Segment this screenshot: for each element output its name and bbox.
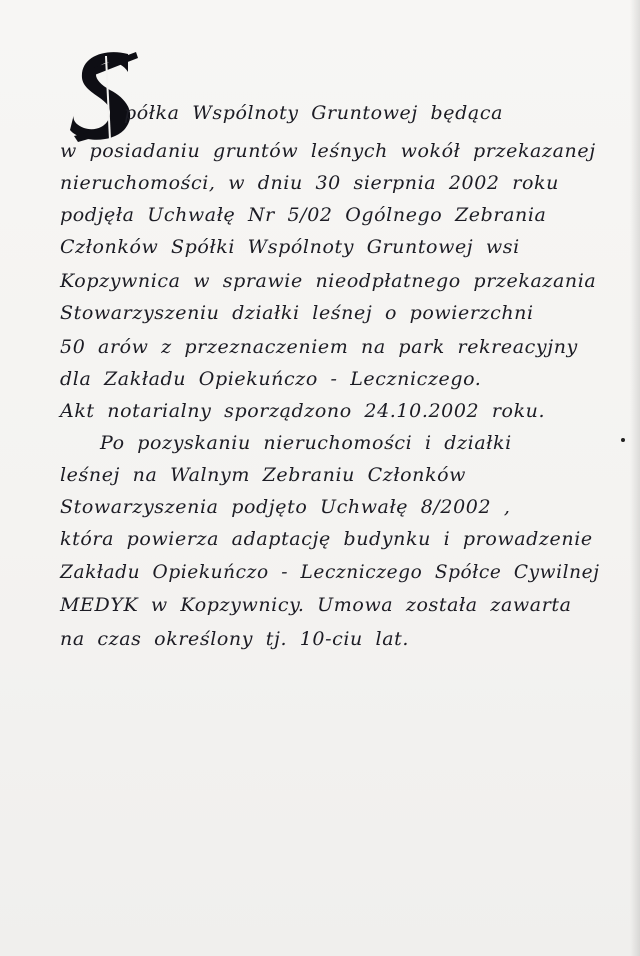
text-line-8: 50 arów z przeznaczeniem na park rekreacyjny (60, 336, 578, 358)
text-line-5: Członków Spółki Wspólnoty Gruntowej wsi (60, 236, 520, 258)
text-line-12: leśnej na Walnym Zebraniu Członków (60, 464, 467, 486)
text-line-16: MEDYK w Kopzywnicy. Umowa została zawarta (60, 594, 572, 616)
text-line-14: która powierza adaptację budynku i prowadzenie (60, 528, 593, 550)
text-line-11-indented: Po pozyskaniu nieruchomości i działki (100, 432, 512, 454)
page-edge-shadow (630, 0, 640, 956)
text-line-3: nieruchomości, w dniu 30 sierpnia 2002 roku (60, 172, 559, 194)
ink-dot (621, 438, 625, 442)
text-line-17: na czas określony tj. 10-ciu lat. (60, 628, 410, 650)
text-line-10: Akt notarialny sporządzono 24.10.2002 roku. (60, 400, 546, 422)
text-line-6: Kopzywnica w sprawie nieodpłatnego przekazania (60, 270, 597, 292)
text-line-2: w posiadaniu gruntów leśnych wokół przekazanej (60, 140, 596, 162)
decorative-initial-s (66, 48, 146, 148)
text-line-1: półka Wspólnoty Gruntowej będąca (124, 102, 503, 124)
text-line-13: Stowarzyszenia podjęto Uchwałę 8/2002 , (60, 496, 511, 518)
text-line-4: podjęła Uchwałę Nr 5/02 Ogólnego Zebrania (60, 204, 547, 226)
text-line-7: Stowarzyszeniu działki leśnej o powierzchni (60, 302, 534, 324)
text-line-15: Zakładu Opiekuńczo - Leczniczego Spółce Cywilnej (60, 562, 600, 583)
text-line-9: dla Zakładu Opiekuńczo - Leczniczego. (60, 368, 482, 390)
